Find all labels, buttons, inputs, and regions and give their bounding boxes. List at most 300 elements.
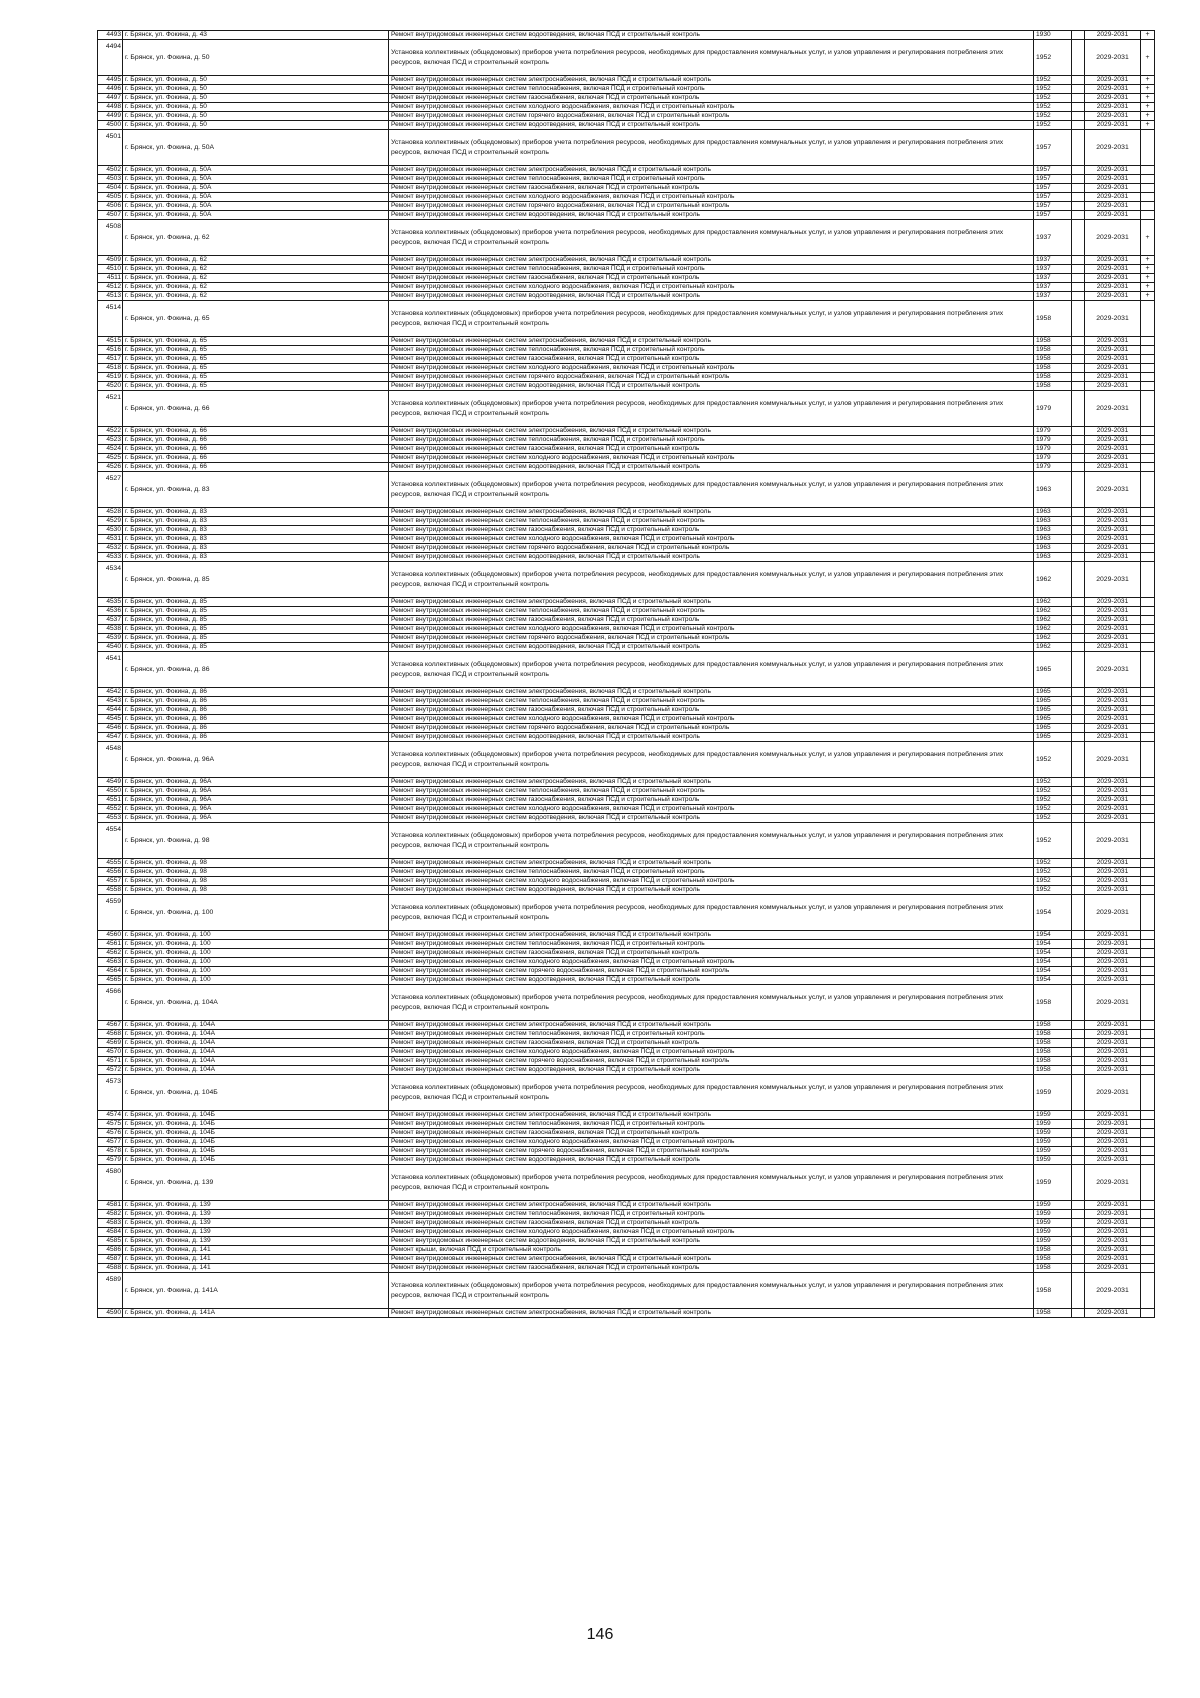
period-cell: 2029-2031 bbox=[1085, 364, 1141, 373]
build-year-cell: 1962 bbox=[1034, 598, 1072, 607]
build-year-cell: 1957 bbox=[1034, 175, 1072, 184]
table-row bbox=[98, 742, 1155, 778]
period-cell: 2029-2031 bbox=[1085, 706, 1141, 715]
mark-cell: + bbox=[1141, 31, 1155, 40]
period-cell: 2029-2031 bbox=[1085, 1138, 1141, 1147]
table-row bbox=[98, 598, 1155, 607]
row-number: 4494 bbox=[98, 40, 123, 76]
work-type-cell: Ремонт внутридомовых инженерных систем электроснабжения, включая ПСД и строительный контроль bbox=[389, 688, 1034, 697]
empty-cell bbox=[1072, 31, 1085, 40]
period-cell: 2029-2031 bbox=[1085, 202, 1141, 211]
row-number: 4580 bbox=[98, 1165, 123, 1201]
empty-cell bbox=[1072, 1138, 1085, 1147]
work-type-cell: Ремонт внутридомовых инженерных систем электроснабжения, включая ПСД и строительный контроль bbox=[389, 166, 1034, 175]
period-cell: 2029-2031 bbox=[1085, 868, 1141, 877]
work-type-cell: Ремонт внутридомовых инженерных систем холодного водоснабжения, включая ПСД и строительный контроль bbox=[389, 1138, 1034, 1147]
mark-cell bbox=[1141, 373, 1155, 382]
address-cell: г. Брянск, ул. Фокина, д. 66 bbox=[123, 454, 389, 463]
period-cell: 2029-2031 bbox=[1085, 76, 1141, 85]
period-cell: 2029-2031 bbox=[1085, 508, 1141, 517]
address-cell: г. Брянск, ул. Фокина, д. 62 bbox=[123, 265, 389, 274]
row-number: 4495 bbox=[98, 76, 123, 85]
empty-cell bbox=[1072, 715, 1085, 724]
build-year-cell: 1937 bbox=[1034, 292, 1072, 301]
empty-cell bbox=[1072, 886, 1085, 895]
work-type-cell: Ремонт внутридомовых инженерных систем теплоснабжения, включая ПСД и строительный контроль bbox=[389, 1030, 1034, 1039]
work-type-cell: Ремонт внутридомовых инженерных систем холодного водоснабжения, включая ПСД и строительный контроль bbox=[389, 1228, 1034, 1237]
period-cell: 2029-2031 bbox=[1085, 652, 1141, 688]
work-type-cell: Установка коллективных (общедомовых) приборов учета потребления ресурсов, необходимых для предоставления коммунальных услуг, и узлов управления и регулирования потребления этих ресурсов, включая ПСД и строительный контроль bbox=[389, 1075, 1034, 1111]
work-type-cell: Ремонт внутридомовых инженерных систем электроснабжения, включая ПСД и строительный контроль bbox=[389, 76, 1034, 85]
table-row bbox=[98, 463, 1155, 472]
period-cell: 2029-2031 bbox=[1085, 1309, 1141, 1318]
table-row bbox=[98, 436, 1155, 445]
row-number: 4497 bbox=[98, 94, 123, 103]
table-row bbox=[98, 949, 1155, 958]
address-cell: г. Брянск, ул. Фокина, д. 100 bbox=[123, 958, 389, 967]
work-type-cell: Ремонт внутридомовых инженерных систем электроснабжения, включая ПСД и строительный контроль bbox=[389, 337, 1034, 346]
table-row bbox=[98, 1309, 1155, 1318]
mark-cell bbox=[1141, 1273, 1155, 1309]
address-cell: г. Брянск, ул. Фокина, д. 98 bbox=[123, 823, 389, 859]
empty-cell bbox=[1072, 895, 1085, 931]
row-number: 4535 bbox=[98, 598, 123, 607]
mark-cell bbox=[1141, 643, 1155, 652]
build-year-cell: 1958 bbox=[1034, 1264, 1072, 1273]
period-cell: 2029-2031 bbox=[1085, 877, 1141, 886]
period-cell: 2029-2031 bbox=[1085, 562, 1141, 598]
address-cell: г. Брянск, ул. Фокина, д. 83 bbox=[123, 472, 389, 508]
table-row bbox=[98, 256, 1155, 265]
table-row bbox=[98, 1057, 1155, 1066]
row-number: 4578 bbox=[98, 1147, 123, 1156]
work-type-cell: Ремонт внутридомовых инженерных систем газоснабжения, включая ПСД и строительный контроль bbox=[389, 94, 1034, 103]
period-cell: 2029-2031 bbox=[1085, 1219, 1141, 1228]
mark-cell bbox=[1141, 598, 1155, 607]
period-cell: 2029-2031 bbox=[1085, 391, 1141, 427]
period-cell: 2029-2031 bbox=[1085, 733, 1141, 742]
address-cell: г. Брянск, ул. Фокина, д. 65 bbox=[123, 337, 389, 346]
work-type-cell: Ремонт крыши, включая ПСД и строительный контроль bbox=[389, 1246, 1034, 1255]
work-type-cell: Ремонт внутридомовых инженерных систем газоснабжения, включая ПСД и строительный контроль bbox=[389, 184, 1034, 193]
period-cell: 2029-2031 bbox=[1085, 688, 1141, 697]
table-row bbox=[98, 1030, 1155, 1039]
period-cell: 2029-2031 bbox=[1085, 535, 1141, 544]
period-cell: 2029-2031 bbox=[1085, 1273, 1141, 1309]
row-number: 4516 bbox=[98, 346, 123, 355]
build-year-cell: 1979 bbox=[1034, 463, 1072, 472]
work-type-cell: Ремонт внутридомовых инженерных систем электроснабжения, включая ПСД и строительный контроль bbox=[389, 256, 1034, 265]
build-year-cell: 1954 bbox=[1034, 949, 1072, 958]
address-cell: г. Брянск, ул. Фокина, д. 139 bbox=[123, 1165, 389, 1201]
mark-cell bbox=[1141, 976, 1155, 985]
work-type-cell: Ремонт внутридомовых инженерных систем теплоснабжения, включая ПСД и строительный контроль bbox=[389, 175, 1034, 184]
period-cell: 2029-2031 bbox=[1085, 1156, 1141, 1165]
empty-cell bbox=[1072, 1228, 1085, 1237]
row-number: 4537 bbox=[98, 616, 123, 625]
mark-cell bbox=[1141, 1309, 1155, 1318]
build-year-cell: 1965 bbox=[1034, 715, 1072, 724]
address-cell: г. Брянск, ул. Фокина, д. 104А bbox=[123, 1021, 389, 1030]
table-row bbox=[98, 607, 1155, 616]
period-cell: 2029-2031 bbox=[1085, 1057, 1141, 1066]
table-row bbox=[98, 1075, 1155, 1111]
mark-cell bbox=[1141, 652, 1155, 688]
address-cell: г. Брянск, ул. Фокина, д. 100 bbox=[123, 931, 389, 940]
table-row bbox=[98, 787, 1155, 796]
work-type-cell: Ремонт внутридомовых инженерных систем газоснабжения, включая ПСД и строительный контроль bbox=[389, 526, 1034, 535]
period-cell: 2029-2031 bbox=[1085, 373, 1141, 382]
work-type-cell: Ремонт внутридомовых инженерных систем холодного водоснабжения, включая ПСД и строительный контроль bbox=[389, 877, 1034, 886]
address-cell: г. Брянск, ул. Фокина, д. 86 bbox=[123, 697, 389, 706]
row-number: 4551 bbox=[98, 796, 123, 805]
build-year-cell: 1963 bbox=[1034, 517, 1072, 526]
row-number: 4544 bbox=[98, 706, 123, 715]
build-year-cell: 1965 bbox=[1034, 688, 1072, 697]
empty-cell bbox=[1072, 814, 1085, 823]
empty-cell bbox=[1072, 508, 1085, 517]
row-number: 4587 bbox=[98, 1255, 123, 1264]
row-number: 4556 bbox=[98, 868, 123, 877]
period-cell: 2029-2031 bbox=[1085, 1228, 1141, 1237]
table-row bbox=[98, 616, 1155, 625]
row-number: 4583 bbox=[98, 1219, 123, 1228]
work-type-cell: Ремонт внутридомовых инженерных систем горячего водоснабжения, включая ПСД и строительный контроль bbox=[389, 1147, 1034, 1156]
mark-cell bbox=[1141, 337, 1155, 346]
build-year-cell: 1979 bbox=[1034, 445, 1072, 454]
period-cell: 2029-2031 bbox=[1085, 463, 1141, 472]
build-year-cell: 1958 bbox=[1034, 1030, 1072, 1039]
mark-cell bbox=[1141, 364, 1155, 373]
row-number: 4552 bbox=[98, 805, 123, 814]
address-cell: г. Брянск, ул. Фокина, д. 85 bbox=[123, 634, 389, 643]
work-type-cell: Установка коллективных (общедомовых) приборов учета потребления ресурсов, необходимых для предоставления коммунальных услуг, и узлов управления и регулирования потребления этих ресурсов, включая ПСД и строительный контроль bbox=[389, 562, 1034, 598]
address-cell: г. Брянск, ул. Фокина, д. 98 bbox=[123, 877, 389, 886]
row-number: 4575 bbox=[98, 1120, 123, 1129]
work-type-cell: Ремонт внутридомовых инженерных систем холодного водоснабжения, включая ПСД и строительный контроль bbox=[389, 364, 1034, 373]
address-cell: г. Брянск, ул. Фокина, д. 66 bbox=[123, 436, 389, 445]
row-number: 4518 bbox=[98, 364, 123, 373]
table-row bbox=[98, 1201, 1155, 1210]
work-type-cell: Ремонт внутридомовых инженерных систем теплоснабжения, включая ПСД и строительный контроль bbox=[389, 697, 1034, 706]
address-cell: г. Брянск, ул. Фокина, д. 62 bbox=[123, 283, 389, 292]
table-row bbox=[98, 76, 1155, 85]
table-row bbox=[98, 193, 1155, 202]
address-cell: г. Брянск, ул. Фокина, д. 50 bbox=[123, 112, 389, 121]
row-number: 4555 bbox=[98, 859, 123, 868]
period-cell: 2029-2031 bbox=[1085, 454, 1141, 463]
empty-cell bbox=[1072, 616, 1085, 625]
address-cell: г. Брянск, ул. Фокина, д. 65 bbox=[123, 382, 389, 391]
row-number: 4524 bbox=[98, 445, 123, 454]
work-type-cell: Ремонт внутридомовых инженерных систем водоотведения, включая ПСД и строительный контроль bbox=[389, 733, 1034, 742]
address-cell: г. Брянск, ул. Фокина, д. 62 bbox=[123, 274, 389, 283]
build-year-cell: 1963 bbox=[1034, 544, 1072, 553]
mark-cell: + bbox=[1141, 94, 1155, 103]
row-number: 4513 bbox=[98, 292, 123, 301]
mark-cell: + bbox=[1141, 265, 1155, 274]
period-cell: 2029-2031 bbox=[1085, 1039, 1141, 1048]
build-year-cell: 1963 bbox=[1034, 526, 1072, 535]
table-row bbox=[98, 1138, 1155, 1147]
work-type-cell: Ремонт внутридомовых инженерных систем холодного водоснабжения, включая ПСД и строительный контроль bbox=[389, 535, 1034, 544]
address-cell: г. Брянск, ул. Фокина, д. 85 bbox=[123, 607, 389, 616]
table-row bbox=[98, 859, 1155, 868]
address-cell: г. Брянск, ул. Фокина, д. 83 bbox=[123, 553, 389, 562]
mark-cell bbox=[1141, 958, 1155, 967]
row-number: 4523 bbox=[98, 436, 123, 445]
work-type-cell: Ремонт внутридомовых инженерных систем холодного водоснабжения, включая ПСД и строительный контроль bbox=[389, 958, 1034, 967]
period-cell: 2029-2031 bbox=[1085, 859, 1141, 868]
work-type-cell: Ремонт внутридомовых инженерных систем водоотведения, включая ПСД и строительный контроль bbox=[389, 976, 1034, 985]
build-year-cell: 1954 bbox=[1034, 958, 1072, 967]
mark-cell bbox=[1141, 1075, 1155, 1111]
period-cell: 2029-2031 bbox=[1085, 886, 1141, 895]
empty-cell bbox=[1072, 1120, 1085, 1129]
work-type-cell: Ремонт внутридомовых инженерных систем холодного водоснабжения, включая ПСД и строительный контроль bbox=[389, 715, 1034, 724]
build-year-cell: 1958 bbox=[1034, 1057, 1072, 1066]
repair-schedule-sheet bbox=[97, 30, 1150, 1318]
build-year-cell: 1958 bbox=[1034, 1048, 1072, 1057]
address-cell: г. Брянск, ул. Фокина, д. 104А bbox=[123, 985, 389, 1021]
empty-cell bbox=[1072, 364, 1085, 373]
build-year-cell: 1952 bbox=[1034, 76, 1072, 85]
row-number: 4525 bbox=[98, 454, 123, 463]
period-cell: 2029-2031 bbox=[1085, 445, 1141, 454]
build-year-cell: 1959 bbox=[1034, 1120, 1072, 1129]
period-cell: 2029-2031 bbox=[1085, 814, 1141, 823]
table-row bbox=[98, 643, 1155, 652]
row-number: 4503 bbox=[98, 175, 123, 184]
work-type-cell: Ремонт внутридомовых инженерных систем водоотведения, включая ПСД и строительный контроль bbox=[389, 1156, 1034, 1165]
row-number: 4547 bbox=[98, 733, 123, 742]
address-cell: г. Брянск, ул. Фокина, д. 83 bbox=[123, 535, 389, 544]
table-row bbox=[98, 382, 1155, 391]
table-row bbox=[98, 112, 1155, 121]
mark-cell bbox=[1141, 796, 1155, 805]
empty-cell bbox=[1072, 220, 1085, 256]
address-cell: г. Брянск, ул. Фокина, д. 86 bbox=[123, 688, 389, 697]
work-type-cell: Ремонт внутридомовых инженерных систем водоотведения, включая ПСД и строительный контроль bbox=[389, 31, 1034, 40]
build-year-cell: 1952 bbox=[1034, 877, 1072, 886]
work-type-cell: Ремонт внутридомовых инженерных систем электроснабжения, включая ПСД и строительный контроль bbox=[389, 778, 1034, 787]
build-year-cell: 1965 bbox=[1034, 652, 1072, 688]
mark-cell bbox=[1141, 391, 1155, 427]
build-year-cell: 1959 bbox=[1034, 1111, 1072, 1120]
build-year-cell: 1957 bbox=[1034, 166, 1072, 175]
address-cell: г. Брянск, ул. Фокина, д. 50А bbox=[123, 175, 389, 184]
row-number: 4498 bbox=[98, 103, 123, 112]
row-number: 4520 bbox=[98, 382, 123, 391]
build-year-cell: 1952 bbox=[1034, 742, 1072, 778]
table-row bbox=[98, 346, 1155, 355]
period-cell: 2029-2031 bbox=[1085, 211, 1141, 220]
table-row bbox=[98, 535, 1155, 544]
address-cell: г. Брянск, ул. Фокина, д. 104Б bbox=[123, 1156, 389, 1165]
build-year-cell: 1959 bbox=[1034, 1165, 1072, 1201]
table-row bbox=[98, 130, 1155, 166]
empty-cell bbox=[1072, 355, 1085, 364]
period-cell: 2029-2031 bbox=[1085, 112, 1141, 121]
address-cell: г. Брянск, ул. Фокина, д. 83 bbox=[123, 508, 389, 517]
empty-cell bbox=[1072, 733, 1085, 742]
row-number: 4531 bbox=[98, 535, 123, 544]
empty-cell bbox=[1072, 256, 1085, 265]
work-type-cell: Ремонт внутридомовых инженерных систем электроснабжения, включая ПСД и строительный контроль bbox=[389, 859, 1034, 868]
address-cell: г. Брянск, ул. Фокина, д. 86 bbox=[123, 706, 389, 715]
table-row bbox=[98, 544, 1155, 553]
build-year-cell: 1962 bbox=[1034, 643, 1072, 652]
empty-cell bbox=[1072, 526, 1085, 535]
build-year-cell: 1952 bbox=[1034, 859, 1072, 868]
table-row bbox=[98, 301, 1155, 337]
table-row bbox=[98, 445, 1155, 454]
row-number: 4526 bbox=[98, 463, 123, 472]
work-type-cell: Установка коллективных (общедомовых) приборов учета потребления ресурсов, необходимых для предоставления коммунальных услуг, и узлов управления и регулирования потребления этих ресурсов, включая ПСД и строительный контроль bbox=[389, 742, 1034, 778]
address-cell: г. Брянск, ул. Фокина, д. 96А bbox=[123, 742, 389, 778]
mark-cell bbox=[1141, 1264, 1155, 1273]
row-number: 4500 bbox=[98, 121, 123, 130]
mark-cell bbox=[1141, 301, 1155, 337]
period-cell: 2029-2031 bbox=[1085, 625, 1141, 634]
work-type-cell: Ремонт внутридомовых инженерных систем теплоснабжения, включая ПСД и строительный контроль bbox=[389, 868, 1034, 877]
work-type-cell: Ремонт внутридомовых инженерных систем газоснабжения, включая ПСД и строительный контроль bbox=[389, 1264, 1034, 1273]
build-year-cell: 1952 bbox=[1034, 787, 1072, 796]
build-year-cell: 1952 bbox=[1034, 886, 1072, 895]
address-cell: г. Брянск, ул. Фокина, д. 139 bbox=[123, 1210, 389, 1219]
mark-cell bbox=[1141, 184, 1155, 193]
table-row bbox=[98, 1066, 1155, 1075]
address-cell: г. Брянск, ул. Фокина, д. 65 bbox=[123, 355, 389, 364]
empty-cell bbox=[1072, 1147, 1085, 1156]
table-row bbox=[98, 1273, 1155, 1309]
mark-cell bbox=[1141, 175, 1155, 184]
empty-cell bbox=[1072, 85, 1085, 94]
address-cell: г. Брянск, ул. Фокина, д. 50 bbox=[123, 94, 389, 103]
work-type-cell: Ремонт внутридомовых инженерных систем холодного водоснабжения, включая ПСД и строительный контроль bbox=[389, 103, 1034, 112]
table-row bbox=[98, 175, 1155, 184]
build-year-cell: 1963 bbox=[1034, 553, 1072, 562]
empty-cell bbox=[1072, 175, 1085, 184]
work-type-cell: Ремонт внутридомовых инженерных систем газоснабжения, включая ПСД и строительный контроль bbox=[389, 1039, 1034, 1048]
period-cell: 2029-2031 bbox=[1085, 472, 1141, 508]
address-cell: г. Брянск, ул. Фокина, д. 104Б bbox=[123, 1120, 389, 1129]
table-row bbox=[98, 31, 1155, 40]
table-row bbox=[98, 1039, 1155, 1048]
mark-cell bbox=[1141, 985, 1155, 1021]
row-number: 4519 bbox=[98, 373, 123, 382]
address-cell: г. Брянск, ул. Фокина, д. 50А bbox=[123, 130, 389, 166]
empty-cell bbox=[1072, 1309, 1085, 1318]
empty-cell bbox=[1072, 1237, 1085, 1246]
empty-cell bbox=[1072, 625, 1085, 634]
build-year-cell: 1954 bbox=[1034, 940, 1072, 949]
row-number: 4502 bbox=[98, 166, 123, 175]
build-year-cell: 1979 bbox=[1034, 436, 1072, 445]
address-cell: г. Брянск, ул. Фокина, д. 104Б bbox=[123, 1075, 389, 1111]
build-year-cell: 1959 bbox=[1034, 1228, 1072, 1237]
work-type-cell: Ремонт внутридомовых инженерных систем теплоснабжения, включая ПСД и строительный контроль bbox=[389, 1120, 1034, 1129]
build-year-cell: 1965 bbox=[1034, 697, 1072, 706]
empty-cell bbox=[1072, 859, 1085, 868]
empty-cell bbox=[1072, 787, 1085, 796]
address-cell: г. Брянск, ул. Фокина, д. 50А bbox=[123, 211, 389, 220]
build-year-cell: 1979 bbox=[1034, 391, 1072, 427]
table-row bbox=[98, 697, 1155, 706]
period-cell: 2029-2031 bbox=[1085, 823, 1141, 859]
mark-cell bbox=[1141, 823, 1155, 859]
work-type-cell: Установка коллективных (общедомовых) приборов учета потребления ресурсов, необходимых для предоставления коммунальных услуг, и узлов управления и регулирования потребления этих ресурсов, включая ПСД и строительный контроль bbox=[389, 1273, 1034, 1309]
mark-cell: + bbox=[1141, 274, 1155, 283]
build-year-cell: 1958 bbox=[1034, 1021, 1072, 1030]
row-number: 4577 bbox=[98, 1138, 123, 1147]
empty-cell bbox=[1072, 301, 1085, 337]
table-row bbox=[98, 391, 1155, 427]
table-row bbox=[98, 1021, 1155, 1030]
mark-cell bbox=[1141, 634, 1155, 643]
work-type-cell: Ремонт внутридомовых инженерных систем горячего водоснабжения, включая ПСД и строительный контроль bbox=[389, 544, 1034, 553]
row-number: 4560 bbox=[98, 931, 123, 940]
period-cell: 2029-2031 bbox=[1085, 301, 1141, 337]
address-cell: г. Брянск, ул. Фокина, д. 50 bbox=[123, 40, 389, 76]
empty-cell bbox=[1072, 166, 1085, 175]
work-type-cell: Установка коллективных (общедомовых) приборов учета потребления ресурсов, необходимых для предоставления коммунальных услуг, и узлов управления и регулирования потребления этих ресурсов, включая ПСД и строительный контроль bbox=[389, 301, 1034, 337]
period-cell: 2029-2031 bbox=[1085, 265, 1141, 274]
table-row bbox=[98, 1147, 1155, 1156]
work-type-cell: Ремонт внутридомовых инженерных систем водоотведения, включая ПСД и строительный контроль bbox=[389, 553, 1034, 562]
work-type-cell: Ремонт внутридомовых инженерных систем водоотведения, включая ПСД и строительный контроль bbox=[389, 382, 1034, 391]
table-row bbox=[98, 526, 1155, 535]
period-cell: 2029-2031 bbox=[1085, 256, 1141, 265]
build-year-cell: 1957 bbox=[1034, 193, 1072, 202]
period-cell: 2029-2031 bbox=[1085, 1111, 1141, 1120]
period-cell: 2029-2031 bbox=[1085, 1210, 1141, 1219]
table-row bbox=[98, 1120, 1155, 1129]
table-row bbox=[98, 886, 1155, 895]
address-cell: г. Брянск, ул. Фокина, д. 62 bbox=[123, 292, 389, 301]
work-type-cell: Ремонт внутридомовых инженерных систем холодного водоснабжения, включая ПСД и строительный контроль bbox=[389, 1048, 1034, 1057]
period-cell: 2029-2031 bbox=[1085, 121, 1141, 130]
empty-cell bbox=[1072, 76, 1085, 85]
build-year-cell: 1979 bbox=[1034, 427, 1072, 436]
build-year-cell: 1952 bbox=[1034, 40, 1072, 76]
period-cell: 2029-2031 bbox=[1085, 607, 1141, 616]
mark-cell bbox=[1141, 1138, 1155, 1147]
row-number: 4507 bbox=[98, 211, 123, 220]
table-row bbox=[98, 796, 1155, 805]
period-cell: 2029-2031 bbox=[1085, 1066, 1141, 1075]
mark-cell: + bbox=[1141, 103, 1155, 112]
period-cell: 2029-2031 bbox=[1085, 40, 1141, 76]
address-cell: г. Брянск, ул. Фокина, д. 50А bbox=[123, 184, 389, 193]
row-number: 4511 bbox=[98, 274, 123, 283]
address-cell: г. Брянск, ул. Фокина, д. 104А bbox=[123, 1030, 389, 1039]
row-number: 4532 bbox=[98, 544, 123, 553]
mark-cell bbox=[1141, 202, 1155, 211]
table-row bbox=[98, 724, 1155, 733]
empty-cell bbox=[1072, 634, 1085, 643]
mark-cell bbox=[1141, 940, 1155, 949]
mark-cell bbox=[1141, 1255, 1155, 1264]
build-year-cell: 1963 bbox=[1034, 535, 1072, 544]
build-year-cell: 1930 bbox=[1034, 31, 1072, 40]
row-number: 4588 bbox=[98, 1264, 123, 1273]
address-cell: г. Брянск, ул. Фокина, д. 86 bbox=[123, 724, 389, 733]
table-row bbox=[98, 1210, 1155, 1219]
address-cell: г. Брянск, ул. Фокина, д. 104Б bbox=[123, 1129, 389, 1138]
mark-cell bbox=[1141, 778, 1155, 787]
empty-cell bbox=[1072, 1129, 1085, 1138]
